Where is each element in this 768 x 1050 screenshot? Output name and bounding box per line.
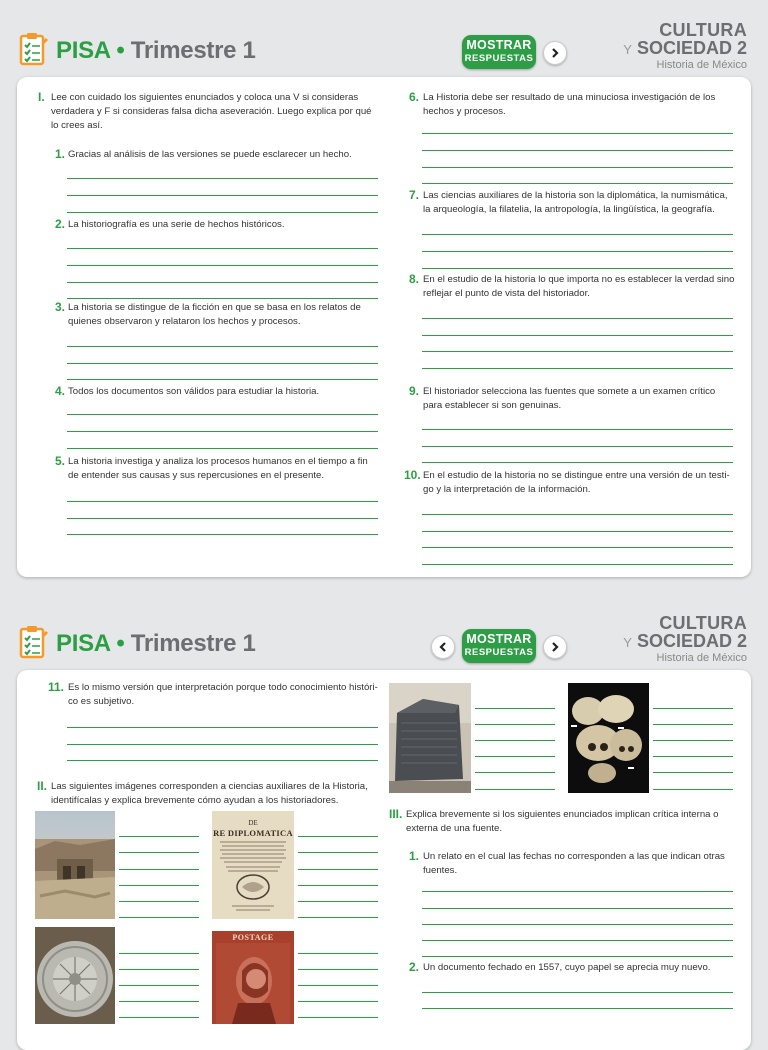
page-title: PISA • Trimestre 1 [56,630,256,657]
clipboard-checklist-icon [18,625,48,661]
next-page-button[interactable] [543,41,567,65]
section-instructions: Lee con cuidado los siguientes enunciados y coloca una V si consideras verdadera y F si consideras falsa dicha aseveración. Luego explica por qué lo crees así. [51,92,372,131]
answer-line[interactable] [422,940,733,941]
question-text: La Historia debe ser resultado de una minuciosa investigación de los hechos y procesos. [423,92,716,117]
answer-line[interactable] [67,448,378,449]
answer-line[interactable] [422,335,733,336]
question-text: La historiografía es una serie de hechos históricos. [68,219,285,230]
answer-line[interactable] [67,363,378,364]
answer-line[interactable] [422,1008,733,1009]
answer-line[interactable] [298,1017,378,1018]
answer-line[interactable] [422,531,733,532]
section-number: III. [389,807,403,821]
question-number: 10. [404,468,421,482]
section-number: I. [38,90,45,104]
question-number: 7. [409,188,420,202]
answer-line[interactable] [422,992,733,993]
answer-line[interactable] [67,298,378,299]
answer-line[interactable] [422,167,733,168]
question-text: Es lo mismo versión que interpretación porque todo conocimiento históri-co es subjetivo. [68,682,378,707]
answer-line[interactable] [67,248,378,249]
anthropology-skulls-image [568,683,649,793]
answer-line[interactable] [422,183,733,184]
question-text: Las ciencias auxiliares de la historia son la diplomática, la numismática, la arqueología, la filatelia, la antropología, la lingüística, la geografía. [423,190,728,215]
answer-line[interactable] [67,501,378,502]
question-number: 2. [55,217,66,231]
question-number: 8. [409,272,420,286]
answer-line[interactable] [119,885,199,886]
answer-line[interactable] [653,772,733,773]
question-text: Un relato en el cual las fechas no corresponden a las que indican otras fuentes. [423,851,725,876]
answer-line[interactable] [653,724,733,725]
answer-line[interactable] [67,431,378,432]
question-number: 11. [48,680,65,694]
answer-line[interactable] [422,462,733,463]
answer-line[interactable] [67,534,378,535]
answer-line[interactable] [298,836,378,837]
section-instructions: Las siguientes imágenes corresponden a ciencias auxiliares de la Historia, identifícalas y explica brevemente cómo ayudan a los historiadores. [51,781,368,806]
answer-line[interactable] [422,234,733,235]
book-title: RE DIPLOMATICA [213,828,293,838]
answer-line[interactable] [119,869,199,870]
question-text: Todos los documentos son válidos para estudiar la historia. [68,386,320,397]
answer-line[interactable] [422,908,733,909]
answer-line[interactable] [653,740,733,741]
section-instructions: Explica brevemente si los siguientes enunciados implican crítica interna o externa de una fuente. [406,809,719,834]
answer-line[interactable] [422,514,733,515]
answer-line[interactable] [475,740,555,741]
answer-line[interactable] [422,956,733,957]
answer-line[interactable] [422,924,733,925]
answer-line[interactable] [298,869,378,870]
answer-line[interactable] [67,265,378,266]
answer-line[interactable] [67,414,378,415]
question-text: Gracias al análisis de las versiones se puede esclarecer un hecho. [68,149,352,160]
question-number: 2. [409,960,420,974]
brand-logo: CULTURA Y SOCIEDAD 2 Historia de México [623,20,747,71]
answer-line[interactable] [67,727,378,728]
answer-line[interactable] [119,852,199,853]
answer-line[interactable] [422,268,733,269]
brand-logo: CULTURA Y SOCIEDAD 2 Historia de México [623,613,747,664]
answer-line[interactable] [422,133,733,134]
answer-line[interactable] [119,969,199,970]
question-number: 3. [55,300,66,314]
answer-line[interactable] [653,708,733,709]
answer-line[interactable] [67,379,378,380]
answer-line[interactable] [298,917,378,918]
answer-line[interactable] [422,351,733,352]
section-number: II. [37,779,48,793]
answer-line[interactable] [298,901,378,902]
page-title: PISA • Trimestre 1 [56,37,256,64]
philately-stamp-image [212,931,294,1024]
answer-line[interactable] [422,429,733,430]
question-text: El historiador selecciona las fuentes que somete a un examen crítico para establecer si son genuinas. [423,386,716,411]
answer-line[interactable] [422,564,733,565]
answer-line[interactable] [422,891,733,892]
answer-line[interactable] [67,195,378,196]
answer-line[interactable] [653,756,733,757]
answer-line[interactable] [298,852,378,853]
answer-line[interactable] [119,1001,199,1002]
question-number: 1. [409,849,420,863]
answer-line[interactable] [119,901,199,902]
rosetta-stone-image [389,683,471,793]
question-text: La historia se distingue de la ficción en que se basa en los relatos de quienes observaron y relataron los hechos y procesos. [68,302,361,327]
chevron-left-icon [437,641,449,653]
answer-line[interactable] [298,953,378,954]
answer-line[interactable] [475,789,555,790]
answer-line[interactable] [298,885,378,886]
question-number: 6. [409,90,420,104]
answer-line[interactable] [67,518,378,519]
archaeology-ruins-image [35,811,115,919]
prev-page-button[interactable] [431,635,455,659]
page2-header [0,594,768,674]
answer-line[interactable] [422,446,733,447]
answer-line[interactable] [653,789,733,790]
answer-line[interactable] [67,178,378,179]
answer-line[interactable] [119,1017,199,1018]
show-answers-button[interactable]: MOSTRAR RESPUESTAS [462,629,536,663]
question-text: La historia investiga y analiza los procesos humanos en el tiempo a fin de entender sus causas y sus repercusiones en el presente. [68,456,368,481]
clipboard-checklist-icon [18,32,48,68]
answer-line[interactable] [422,150,733,151]
question-text: Un documento fechado en 1557, cuyo papel se aprecia muy nuevo. [423,962,711,973]
answer-line[interactable] [475,756,555,757]
diplomatics-book-image [212,811,294,919]
show-answers-button[interactable]: MOSTRAR RESPUESTAS [462,35,536,69]
answer-line[interactable] [475,772,555,773]
answer-line[interactable] [67,346,378,347]
page1-header [0,0,768,80]
question-number: 9. [409,384,420,398]
answer-line[interactable] [298,1001,378,1002]
answer-line[interactable] [119,953,199,954]
answer-line[interactable] [67,212,378,213]
answer-line[interactable] [298,985,378,986]
answer-line[interactable] [422,318,733,319]
answer-line[interactable] [67,744,378,745]
answer-line[interactable] [422,547,733,548]
question-number: 4. [55,384,66,398]
answer-line[interactable] [67,760,378,761]
answer-line[interactable] [119,836,199,837]
question-text: En el estudio de la historia lo que importa no es establecer la verdad sino reflejar el punto de vista del historiador. [423,274,735,299]
numismatics-coin-image [35,927,115,1024]
answer-line[interactable] [422,251,733,252]
book-title-small: DE [248,819,258,827]
question-number: 1. [55,147,66,161]
answer-line[interactable] [119,917,199,918]
stamp-label: POSTAGE [232,933,274,942]
answer-line[interactable] [298,969,378,970]
chevron-right-icon [549,47,561,59]
answer-line[interactable] [475,724,555,725]
next-page-button[interactable] [543,635,567,659]
chevron-right-icon [549,641,561,653]
answer-line[interactable] [67,282,378,283]
question-number: 5. [55,454,66,468]
answer-line[interactable] [475,708,555,709]
answer-line[interactable] [119,985,199,986]
answer-line[interactable] [422,368,733,369]
question-text: En el estudio de la historia no se distingue entre una versión de un testi-go y la interpretación de la información. [423,470,730,495]
